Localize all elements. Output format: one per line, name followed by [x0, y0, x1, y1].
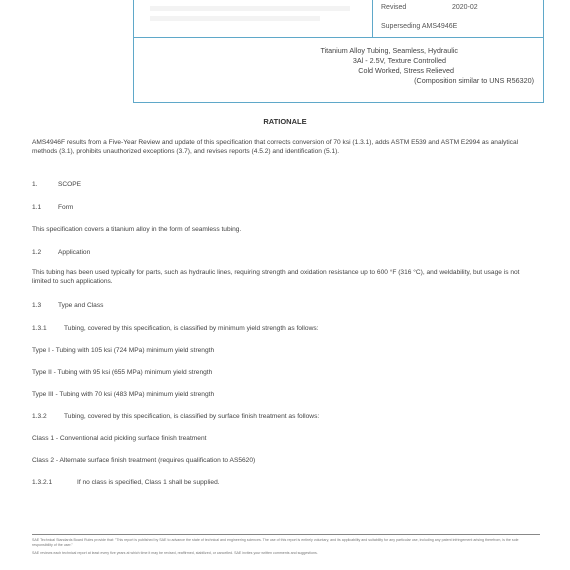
section-number: 1.1 — [32, 204, 42, 211]
type-1-line: Type I - Tubing with 105 ksi (724 MPa) minimum yield strength — [32, 347, 215, 354]
rationale-text: AMS4946F results from a Five-Year Review and update of this specification that corrects conversion of 70 ksi (1.3.1), adds ASTM E539 and ASTM E2994 as analytical methods (3.1), prohibits unauthorized exceptions (3.7), and revises reports (4.5.2) and identification (5.1). — [32, 139, 519, 155]
section-number: 1.3 — [32, 302, 42, 309]
revised-label: Revised — [381, 4, 407, 11]
section-1-1-text: This specification covers a titanium alloy in the form of seamless tubing. — [32, 226, 242, 233]
section-title: Application — [58, 249, 91, 256]
section-number: 1.3.1 — [32, 325, 47, 332]
type-2-line: Type II - Tubing with 95 ksi (655 MPa) minimum yield strength — [32, 369, 213, 376]
superseding-label: Superseding AMS4946E — [381, 23, 458, 30]
section-text: Tubing, covered by this specification, is classified by minimum yield strength as follows: — [64, 325, 319, 332]
section-text: If no class is specified, Class 1 shall be supplied. — [77, 479, 220, 486]
doc-title-line-4: (Composition similar to UNS R56320) — [414, 76, 534, 85]
section-number: 1.3.2 — [32, 413, 47, 420]
section-number: 1.2 — [32, 249, 42, 256]
doc-title-line-1: Titanium Alloy Tubing, Seamless, Hydraulic — [320, 46, 458, 55]
footer-rule — [32, 534, 540, 535]
section-1-3-1 — [32, 325, 318, 332]
section-title: Form — [58, 204, 74, 211]
class-1-line: Class 1 - Conventional acid pickling surface finish treatment — [32, 435, 207, 442]
section-title: SCOPE — [58, 181, 82, 188]
section-1-2-heading — [32, 249, 90, 256]
section-1-2-text: This tubing has been used typically for parts, such as hydraulic lines, requiring strength and oxidation resistance up to 600 °F (316 °C), and weldability, but usage is not limited to such applications. — [32, 269, 520, 285]
section-number: 1.3.2.1 — [32, 479, 53, 486]
header-smear — [150, 16, 320, 21]
class-2-line: Class 2 - Alternate surface finish treatment (requires qualification to AS5620) — [32, 457, 256, 464]
doc-title-line-3: Cold Worked, Stress Relieved — [358, 66, 454, 75]
section-1-1-heading — [32, 204, 73, 211]
footer-review-note: SAE reviews each technical report at least every five years at which time it may be revised, reaffirmed, stabilized, or cancelled. SAE invites your written comments and suggestions. — [32, 551, 318, 555]
type-3-line: Type III - Tubing with 70 ksi (483 MPa) minimum yield strength — [32, 391, 215, 398]
footer-disclaimer: SAE Technical Standards Board Rules provide that: "This report is published by SAE to advance the state of technical and engineering sciences. The use of this report is entirely voluntary, and its applicability and suitability for any particular use, including any patent infringement arising therefrom, is the sole responsibility of the user." — [32, 538, 519, 547]
section-title: Type and Class — [58, 302, 104, 309]
section-1-heading — [32, 181, 81, 188]
rationale-heading: RATIONALE — [263, 117, 307, 126]
section-text: Tubing, covered by this specification, is classified by surface finish treatment as follows: — [64, 413, 320, 420]
header-smear — [150, 6, 350, 11]
revised-date: 2020-02 — [452, 4, 478, 11]
section-number: 1. — [32, 181, 38, 188]
section-1-3-2 — [32, 413, 319, 420]
section-1-3-heading — [32, 302, 103, 309]
section-1-3-2-1 — [32, 479, 220, 486]
doc-title-line-2: 3Al - 2.5V, Texture Controlled — [352, 56, 446, 65]
